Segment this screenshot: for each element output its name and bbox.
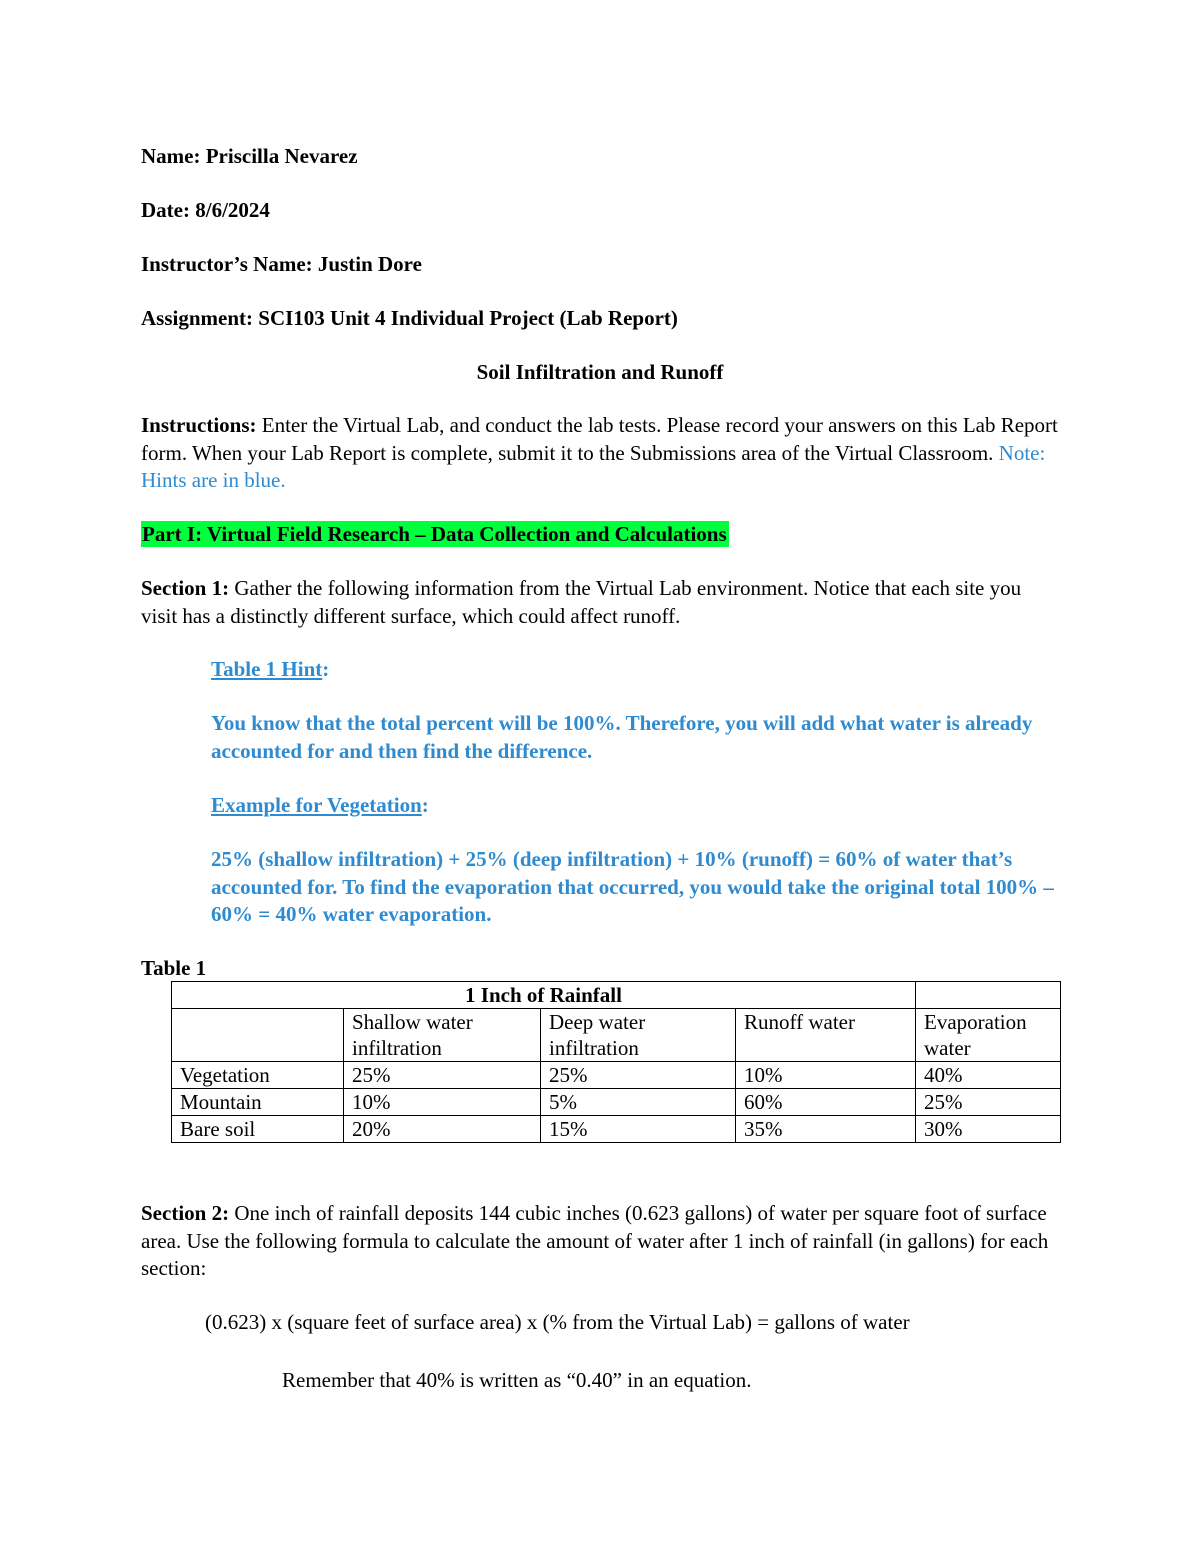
table-column-header-row: [172, 1009, 1061, 1062]
column-header: Shallow water infiltration: [344, 1009, 541, 1062]
table-group-header-row: [172, 982, 1061, 1009]
group-header-cell: 1 Inch of Rainfall: [172, 982, 916, 1009]
column-header: Runoff water: [736, 1009, 916, 1062]
table-hint-title: Table 1 Hint:: [211, 657, 330, 681]
instructions-paragraph: [141, 412, 1061, 495]
instructor-label: Instructor’s Name:: [141, 252, 313, 276]
table1: [171, 981, 1061, 1143]
formula-line: (0.623) x (square feet of surface area) x (% from the Virtual Lab) = gallons of water: [205, 1310, 910, 1334]
instructor-line: [141, 251, 422, 278]
date-line: [141, 197, 270, 224]
shallow-cell: 10%: [344, 1089, 541, 1116]
column-header: [172, 1009, 344, 1062]
evaporation-cell: 40%: [916, 1062, 1061, 1089]
site-cell: Bare soil: [172, 1116, 344, 1143]
section2-label: Section 2:: [141, 1201, 230, 1225]
table1-caption: Table 1: [141, 956, 207, 980]
table-hint-text: You know that the total percent will be 100%. Therefore, you will add what water is already accounted for and then find the difference.: [211, 711, 1033, 763]
table-row: [172, 1062, 1061, 1089]
runoff-cell: 35%: [736, 1116, 916, 1143]
deep-cell: 25%: [541, 1062, 736, 1089]
instructions-label: Instructions:: [141, 413, 257, 437]
table-row: [172, 1089, 1061, 1116]
column-header: Deep water infiltration: [541, 1009, 736, 1062]
name-label: Name:: [141, 144, 201, 168]
date-value: 8/6/2024: [195, 198, 270, 222]
site-cell: Mountain: [172, 1089, 344, 1116]
section1-label: Section 1:: [141, 576, 230, 600]
evaporation-cell: 30%: [916, 1116, 1061, 1143]
part1-heading: [141, 521, 729, 548]
section1-paragraph: [141, 575, 1061, 630]
reminder-line: Remember that 40% is written as “0.40” in an equation.: [282, 1368, 752, 1392]
site-cell: Vegetation: [172, 1062, 344, 1089]
assignment-line: [141, 305, 678, 332]
instructions-text: Enter the Virtual Lab, and conduct the lab tests. Please record your answers on this Lab Report form. When your Lab Report is complete, submit it to the Submissions area of the Virtual Classroom.: [141, 413, 1058, 465]
date-label: Date:: [141, 198, 190, 222]
section2-paragraph: [141, 1200, 1061, 1283]
assignment-value: SCI103 Unit 4 Individual Project (Lab Report): [258, 306, 678, 330]
deep-cell: 5%: [541, 1089, 736, 1116]
name-value: Priscilla Nevarez: [205, 144, 358, 168]
shallow-cell: 25%: [344, 1062, 541, 1089]
example-title-text: Example for Vegetation: [211, 793, 422, 817]
empty-header-cell: [916, 982, 1061, 1009]
part1-heading-text: Part I: Virtual Field Research – Data Collection and Calculations: [142, 522, 727, 546]
evaporation-cell: 25%: [916, 1089, 1061, 1116]
runoff-cell: 10%: [736, 1062, 916, 1089]
example-title: Example for Vegetation:: [211, 793, 429, 817]
example-text: 25% (shallow infiltration) + 25% (deep infiltration) + 10% (runoff) = 60% of water that’s accounted for. To find the evaporation that occurred, you would take the original total 100% – 60% = 40% water evaporation.: [211, 847, 1054, 926]
table-row: [172, 1116, 1061, 1143]
assignment-label: Assignment:: [141, 306, 254, 330]
hint-note: Note: Hints are in blue.: [141, 440, 1046, 492]
runoff-cell: 60%: [736, 1089, 916, 1116]
column-header: Evaporation water: [916, 1009, 1061, 1062]
shallow-cell: 20%: [344, 1116, 541, 1143]
page-title: Soil Infiltration and Runoff: [476, 360, 724, 384]
instructor-value: Justin Dore: [317, 252, 422, 276]
section2-text: One inch of rainfall deposits 144 cubic inches (0.623 gallons) of water per square foot of surface area. Use the following formula to calculate the amount of water after 1 inch of rainfall (in gallons) for each section:: [141, 1201, 1049, 1280]
table-hint-title-text: Table 1 Hint: [211, 657, 323, 681]
deep-cell: 15%: [541, 1116, 736, 1143]
section1-text: Gather the following information from the Virtual Lab environment. Notice that each site you visit has a distinctly different surface, which could affect runoff.: [141, 576, 1022, 628]
name-line: [141, 143, 358, 170]
